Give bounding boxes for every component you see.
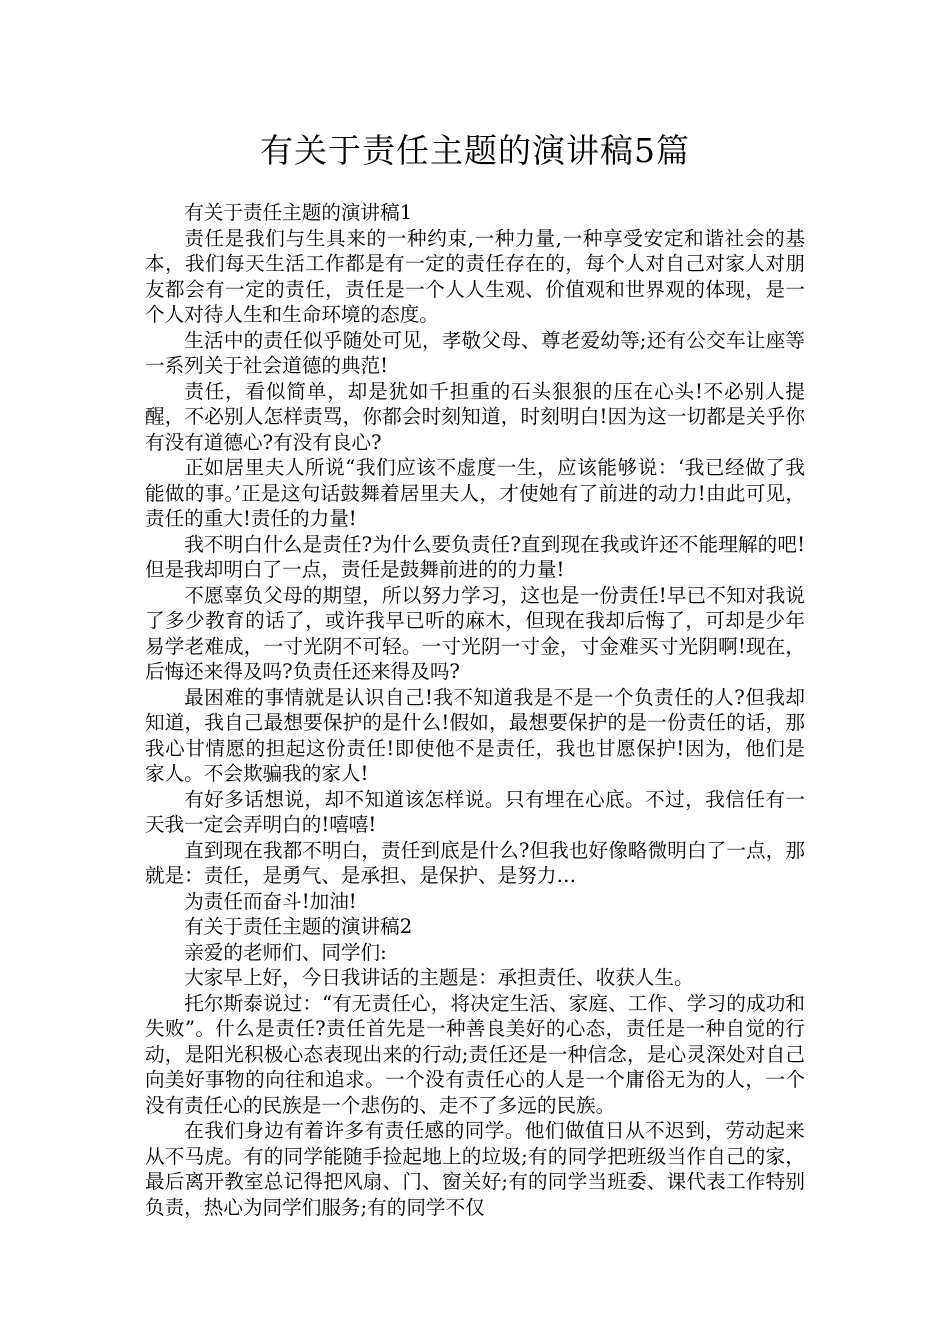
document-body	[145, 200, 805, 1220]
paragraph: 为责任而奋斗!加油!	[184, 889, 357, 913]
paragraph: 有好多话想说，却不知道该怎样说。只有埋在心底。不过，我信任有一天我一定会弄明白的!嘻嘻!	[145, 787, 805, 836]
paragraph: 正如居里夫人所说“我们应该不虚度一生，应该能够说：‘我已经做了我能做的事。’正是这句话鼓舞着居里夫人，才使她有了前进的动力!由此可见，责任的重大!责任的力量!	[145, 456, 805, 530]
document-title: 有关于责任主题的演讲稿5篇	[260, 131, 690, 170]
paragraph: 责任，看似简单，却是犹如千担重的石头狠狠的压在心头!不必别人提醒，不必别人怎样责骂，你都会时刻知道，时刻明白!因为这一切都是关乎你有没有道德心?有没有良心?	[145, 379, 805, 454]
paragraph: 直到现在我都不明白，责任到底是什么?但我也好像略微明白了一点，那就是：责任，是勇气、是承担、是保护、是努力…	[145, 838, 805, 887]
paragraph: 我不明白什么是责任?为什么要负责任?直到现在我或许还不能理解的吧!但是我却明白了一点，责任是鼓舞前进的的力量!	[145, 532, 805, 581]
paragraph: 大家早上好，今日我讲话的主题是：承担责任、收获人生。	[184, 966, 694, 989]
section-heading-1: 有关于责任主题的演讲稿1	[184, 201, 413, 224]
section-heading-2: 有关于责任主题的演讲稿2	[184, 915, 413, 938]
paragraph: 托尔斯泰说过：“有无责任心，将决定生活、家庭、工作、学习的成功和失败”。什么是责任?责任首先是一种善良美好的心态，责任是一种自觉的行动，是阳光积极心态表现出来的行动;责任还是一种信念，是心灵深处对自己向美好事物的向往和追求。一个没有责任心的人是一个庸俗无为的人，一个没有责任心的民族是一个悲伤的、走不了多远的民族。	[145, 991, 805, 1117]
greeting: 亲爱的老师们、同学们:	[184, 940, 387, 964]
paragraph: 生活中的责任似乎随处可见，孝敬父母、尊老爱幼等;还有公交车让座等一系列关于社会道德的典范!	[145, 328, 805, 377]
paragraph: 责任是我们与生具来的一种约束,一种力量,一种享受安定和谐社会的基本，我们每天生活工作都是有一定的责任存在的，每个人对自己对家人对朋友都会有一定的责任，责任是一个人人生观、价值观和世界观的体现，是一个人对待人生和生命环境的态度。	[145, 226, 805, 326]
paragraph: 最困难的事情就是认识自己!我不知道我是不是一个负责任的人?但我却知道，我自己最想要保护的是什么!假如，最想要保护的是一份责任的话，那我心甘情愿的担起这份责任!即使他不是责任，我也甘愿保护!因为，他们是家人。不会欺骗我的家人!	[145, 685, 805, 785]
paragraph: 不愿辜负父母的期望，所以努力学习，这也是一份责任!早已不知对我说了多少教育的话了，或许我早已听的麻木，但现在我却后悔了，可却是少年易学老难成，一寸光阴不可轻。一寸光阴一寸金，寸金难买寸光阴啊!现在，后悔还来得及吗?负责任还来得及吗?	[145, 583, 805, 683]
paragraph: 在我们身边有着许多有责任感的同学。他们做值日从不迟到，劳动起来从不马虎。有的同学能随手捡起地上的垃圾;有的同学把班级当作自己的家，最后离开教室总记得把风扇、门、窗关好;有的同学当班委、课代表工作特别负责，热心为同学们服务;有的同学不仅	[145, 1119, 805, 1219]
